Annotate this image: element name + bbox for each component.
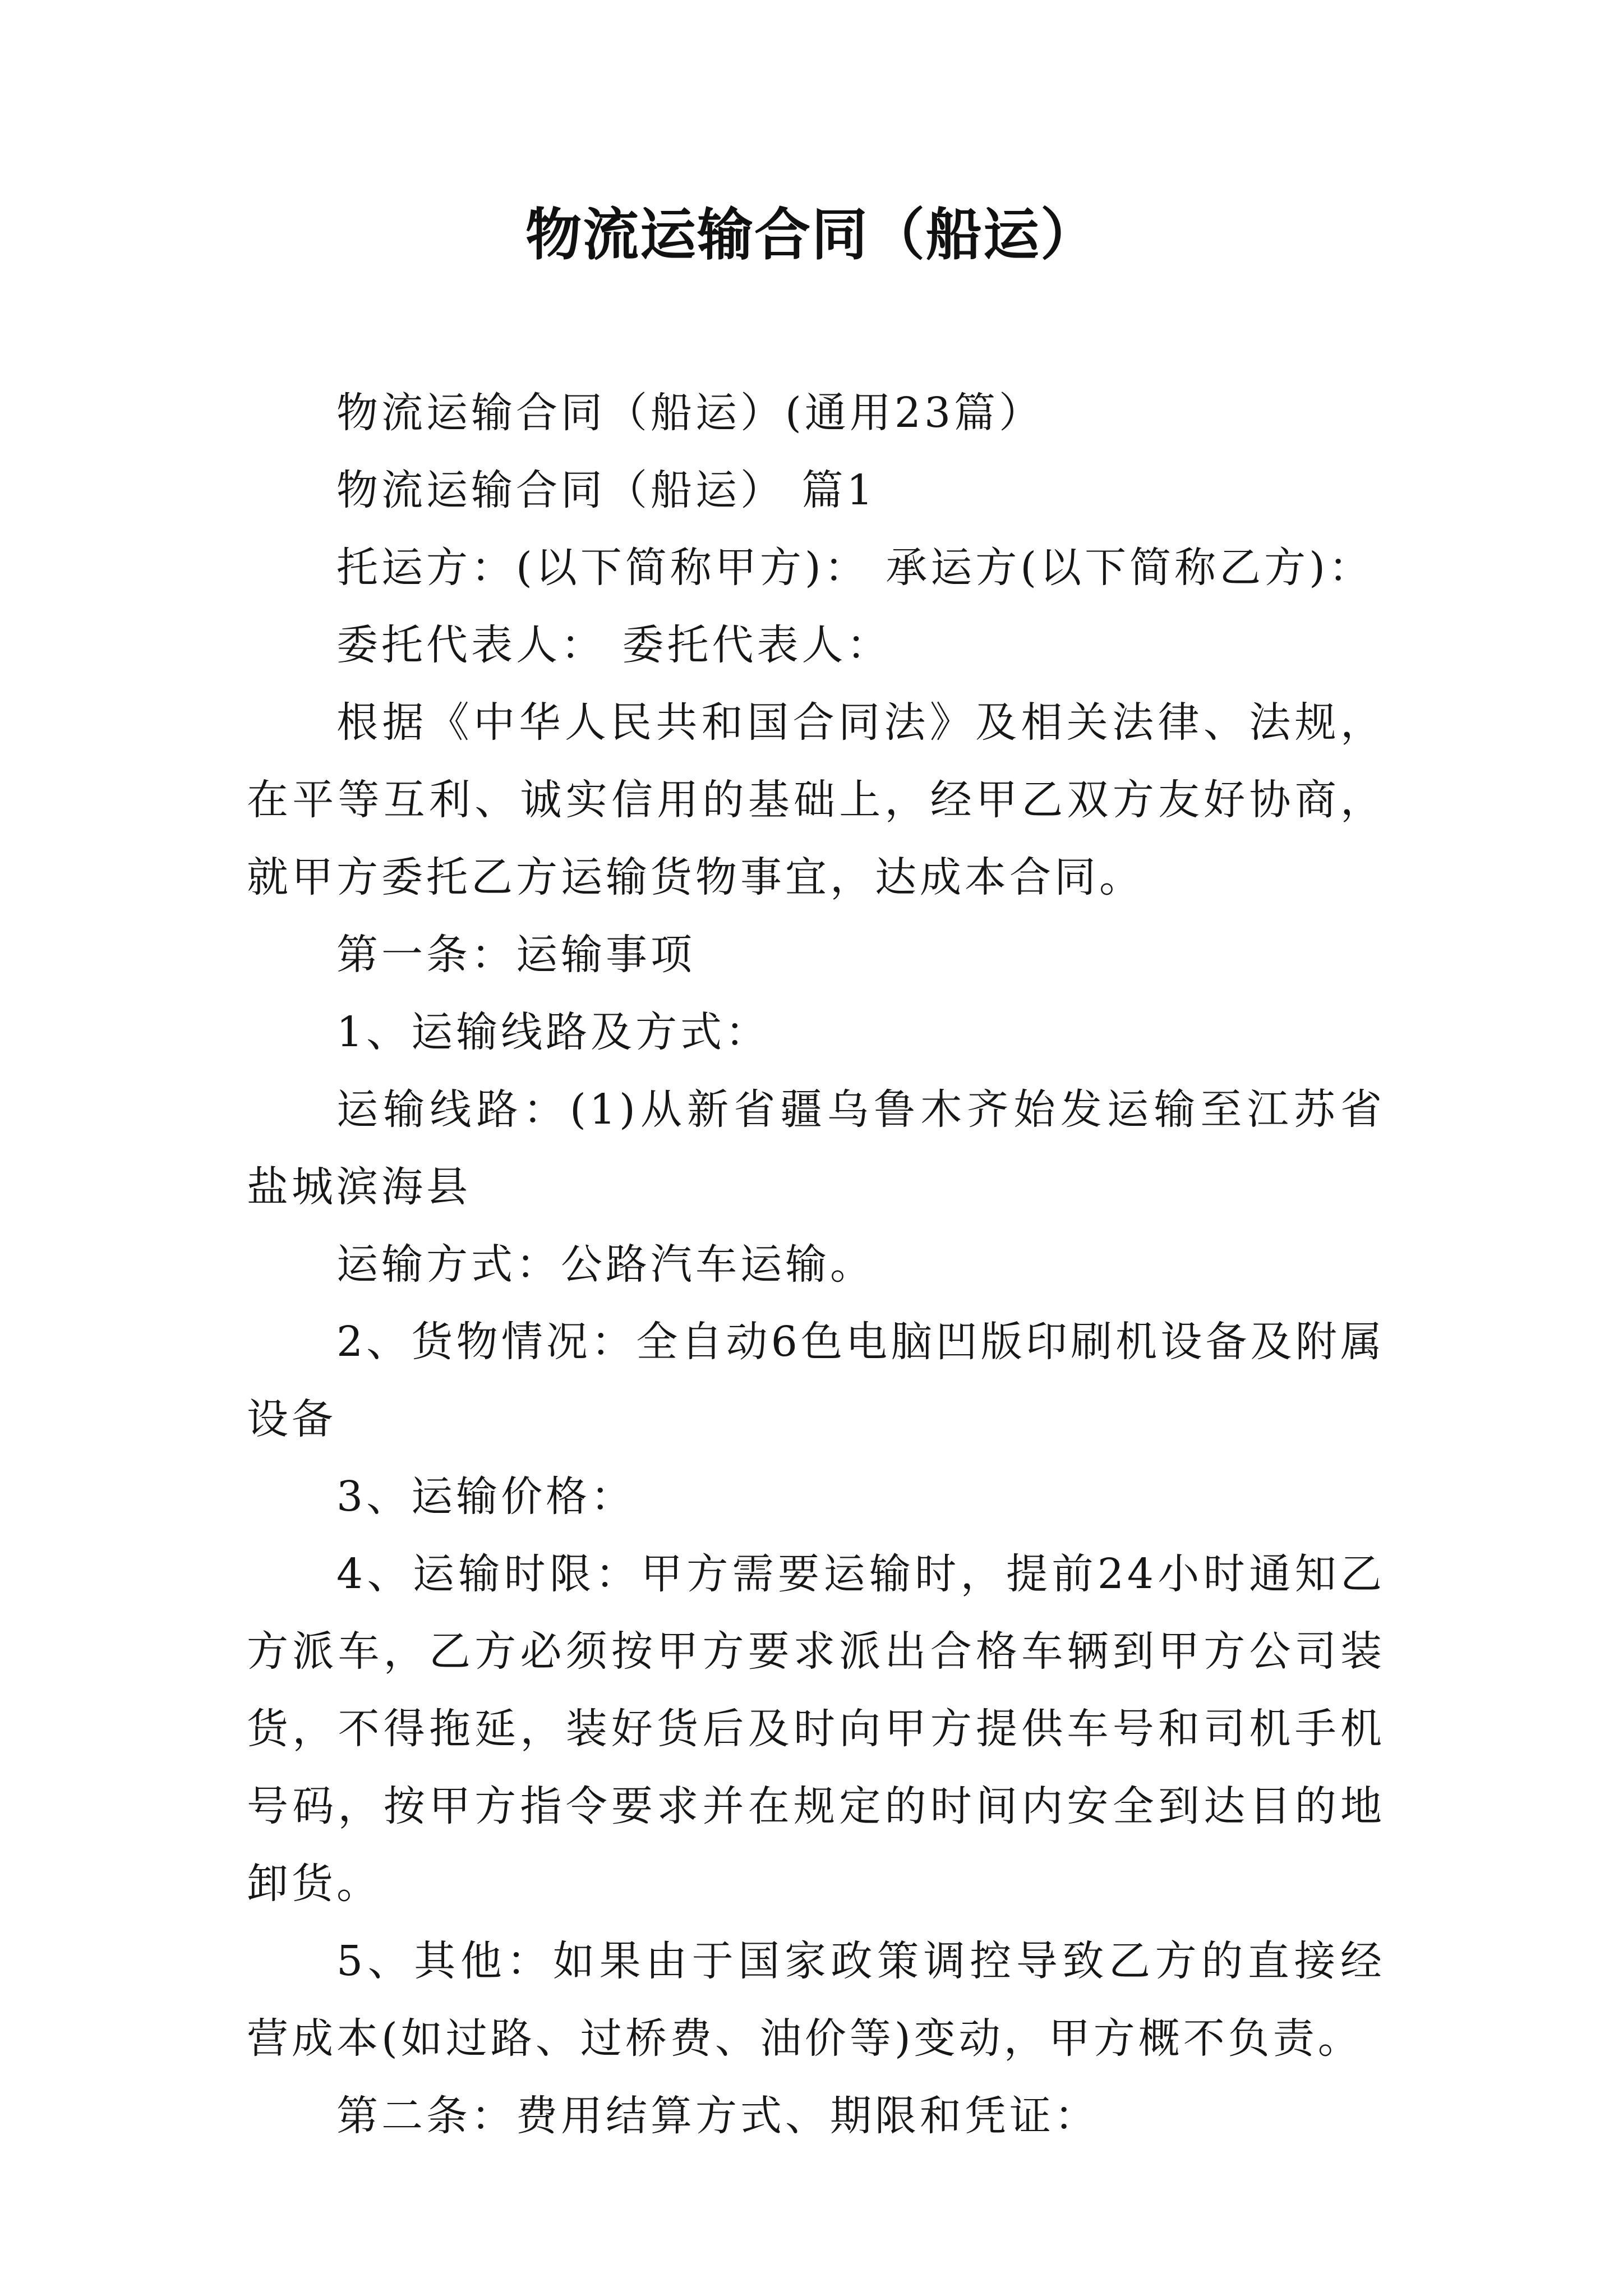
paragraph-route: 运输线路：(1)从新省疆乌鲁木齐始发运输至江苏省盐城滨海县 <box>247 1085 1385 1211</box>
paragraph-item-4: 4、运输时限：甲方需要运输时，提前24小时通知乙方派车，乙方必须按甲方要求派出合格车辆到甲方公司装货，不得拖延，装好货后及时向甲方提供车号和司机手机号码，按甲方指令要求并在规定的时间内安全到达目的地卸货。 <box>247 1550 1385 1908</box>
paragraph-method: 运输方式：公路汽车运输。 <box>336 1240 875 1289</box>
paragraph-preamble: 根据《中华人民共和国合同法》及相关法律、法规，在平等互利、诚实信用的基础上，经甲乙双方友好协商，就甲方委托乙方运输货物事宜，达成本合同。 <box>247 698 1385 901</box>
document-body <box>247 374 1385 2155</box>
paragraph-representatives: 委托代表人： 委托代表人： <box>336 621 892 669</box>
paragraph-article-1: 第一条：运输事项 <box>336 931 695 979</box>
paragraph-item-1: 1、运输线路及方式： <box>336 1008 771 1056</box>
paragraph-article-2: 第二条：费用结算方式、期限和凭证： <box>336 2092 1099 2140</box>
paragraph-item-2: 2、货物情况：全自动6色电脑凹版印刷机设备及附属设备 <box>247 1318 1385 1443</box>
paragraph-section-heading: 物流运输合同（船运） 篇1 <box>336 466 877 514</box>
paragraph-parties: 托运方：(以下简称甲方)： 承运方(以下简称乙方)： <box>336 544 1374 592</box>
paragraph-item-5: 5、其他：如果由于国家政策调控导致乙方的直接经营成本(如过路、过桥费、油价等)变动，甲方概不负责。 <box>247 1937 1385 2063</box>
paragraph-item-3: 3、运输价格： <box>336 1473 636 1521</box>
paragraph-subtitle: 物流运输合同（船运）(通用23篇） <box>336 389 1044 437</box>
document-title: 物流运输合同（船运） <box>525 201 1098 268</box>
